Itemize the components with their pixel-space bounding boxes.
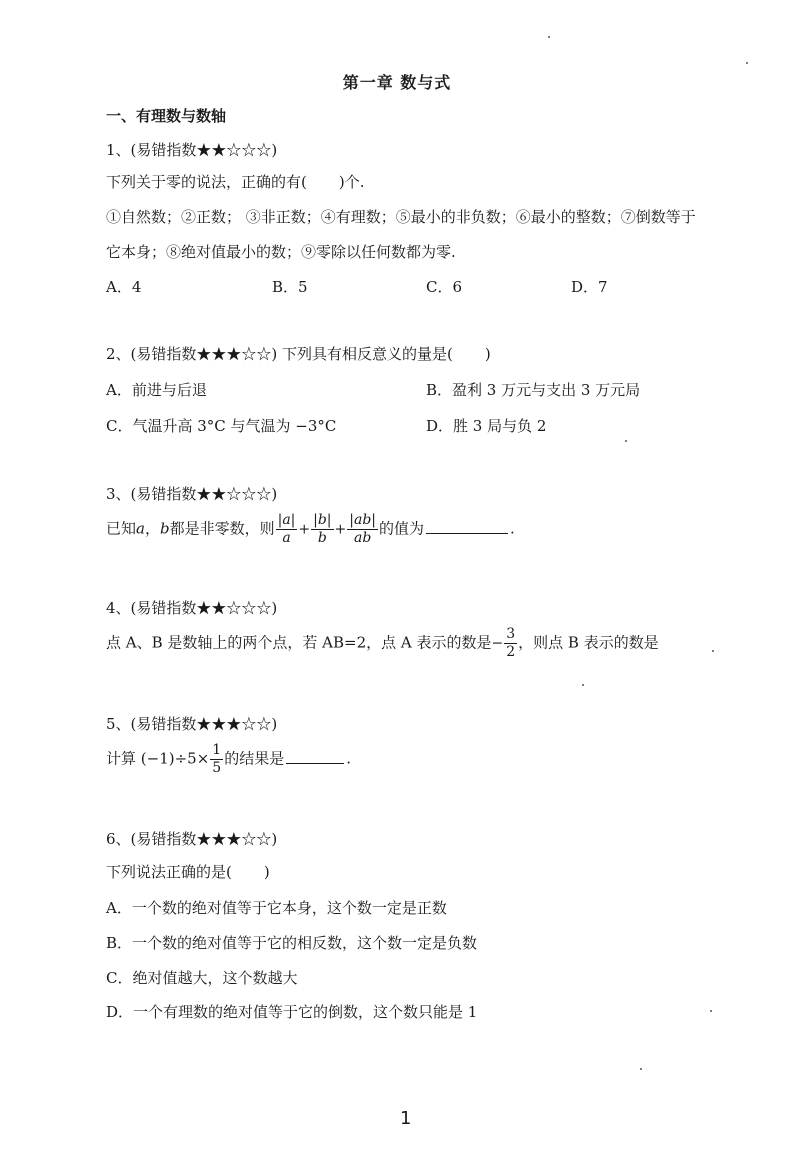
question-4-stem (106, 626, 659, 661)
question-6-stem (106, 862, 270, 882)
fraction-numerator: 3 (506, 626, 516, 642)
question-1-items-line1: ①自然数；②正数； ③非正数；④有理数；⑤最小的非负数；⑥最小的整数；⑦倒数等于 (106, 208, 696, 226)
fraction-denominator: 5 (212, 760, 222, 776)
page-number: 1 (400, 1108, 412, 1129)
fraction-denominator: 2 (506, 644, 516, 660)
question-1-stem (106, 172, 364, 192)
question-1-option-a: A．4 (106, 278, 142, 296)
fraction-numerator: |ab| (349, 512, 377, 528)
question-1-option-b: B．5 (272, 278, 308, 296)
fraction-numerator: |b| (313, 512, 332, 528)
question-3-stem-start: 已知 (106, 519, 137, 538)
section-title: 一、有理数与数轴 (106, 107, 227, 125)
question-6-stem-text: 下列说法正确的是( (106, 863, 232, 881)
question-2-stem-end: ) (484, 345, 491, 363)
scan-speck (625, 440, 627, 442)
fraction-denominator: a (282, 530, 291, 546)
fraction-abs-b-over-b (311, 512, 333, 547)
scan-speck (582, 684, 584, 686)
question-6-option-b: B．一个数的绝对值等于它的相反数，这个数一定是负数 (106, 934, 478, 952)
question-2-option-d: D．胜 3 局与负 2 (426, 417, 547, 435)
question-1-stem-end: )个. (338, 173, 365, 191)
question-6-option-c: C．绝对值越大，这个数越大 (106, 969, 298, 987)
question-2-header: 2、(易错指数★★★☆☆) (106, 345, 278, 363)
question-6-option-d: D．一个有理数的绝对值等于它的倒数，这个数只能是 1 (106, 1003, 478, 1021)
answer-blank[interactable] (286, 749, 344, 764)
question-6-header: 6、(易错指数★★★☆☆) (106, 830, 278, 848)
minus-sign: − (491, 635, 504, 652)
scan-speck (746, 62, 748, 64)
question-1-option-d: D．7 (571, 278, 608, 296)
scan-speck (548, 36, 550, 38)
question-6-stem-end: ) (263, 863, 270, 881)
question-4-stem-start: 点 A、B 是数轴上的两个点，若 AB=2，点 A 表示的数是 (106, 633, 492, 652)
question-1-items-line2: 它本身；⑧绝对值最小的数；⑨零除以任何数都为零. (106, 243, 456, 261)
fraction-numerator: 1 (212, 742, 222, 758)
plus-sign: + (334, 521, 347, 538)
question-2-option-b: B．盈利 3 万元与支出 3 万元局 (426, 381, 641, 399)
question-1-header: 1、(易错指数★★☆☆☆) (106, 141, 278, 159)
chapter-title: 第一章 数与式 (342, 73, 452, 92)
question-3-sep: ， (144, 519, 160, 538)
question-1-stem-text: 下列关于零的说法，正确的有( (106, 173, 307, 191)
question-3-period: . (510, 519, 515, 538)
question-5-stem (106, 742, 351, 777)
question-4-stem-end: ，则点 B 表示的数是 (518, 633, 659, 652)
question-5-header: 5、(易错指数★★★☆☆) (106, 715, 278, 733)
question-1-option-c: C．6 (426, 278, 463, 296)
question-2-line (106, 344, 491, 364)
fraction-numerator: |a| (277, 512, 296, 528)
variable-a: a (136, 519, 145, 538)
fraction-abs-a-over-a (276, 512, 298, 547)
fraction-one-fifth (210, 742, 223, 777)
question-5-period: . (346, 749, 352, 768)
question-6-option-a: A．一个数的绝对值等于它本身，这个数一定是正数 (106, 899, 447, 917)
question-2-stem-text: 下列具有相反意义的量是( (282, 345, 453, 363)
question-3-stem-mid: 都是非零数，则 (169, 519, 275, 538)
fraction-abs-ab-over-ab (347, 512, 378, 547)
variable-b: b (159, 519, 170, 538)
question-2-option-a: A．前进与后退 (106, 381, 207, 399)
question-5-stem-end: 的结果是 (224, 749, 285, 768)
fraction-three-halves (504, 626, 517, 661)
question-4-header: 4、(易错指数★★☆☆☆) (106, 599, 278, 617)
plus-sign: + (298, 521, 311, 538)
scan-speck (640, 1068, 642, 1070)
scan-speck (712, 650, 714, 652)
fraction-denominator: b (317, 530, 327, 546)
answer-blank[interactable] (426, 519, 508, 534)
question-3-stem (106, 512, 515, 547)
question-3-stem-end: 的值为 (379, 519, 425, 538)
question-5-stem-start: 计算 (106, 749, 137, 768)
question-5-expression: (−1)÷5× (140, 749, 210, 768)
fraction-denominator: ab (353, 530, 372, 546)
question-2-option-c: C．气温升高 3°C 与气温为 −3°C (106, 417, 337, 435)
question-3-header: 3、(易错指数★★☆☆☆) (106, 485, 278, 503)
scan-speck (710, 1010, 712, 1012)
